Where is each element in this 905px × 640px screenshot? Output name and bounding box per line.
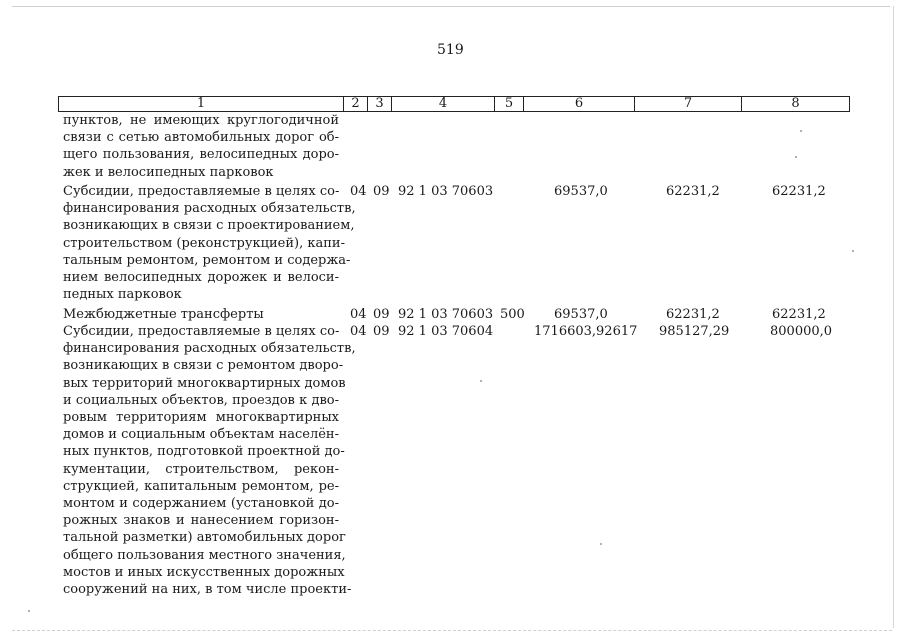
cell-subsection: 09 [373,184,390,199]
cell-target-code: 92 1 03 70603 [398,307,494,322]
column-header-1: 1 [58,96,344,112]
description-line: тальной разметки) автомобильных дорог [63,530,346,546]
cell-expense-type: 500 [500,307,525,322]
scan-speck [795,156,797,158]
column-header-5: 5 [494,96,524,112]
description-line: домов и социальным объектам населён- [63,427,339,443]
description-line: рожных знаков и нанесением горизон- [63,513,339,529]
description-line: ных пунктов, подготовкой проектной до- [63,444,345,460]
cell-section: 04 [350,307,367,322]
description-line: связи с сетью автомобильных дорог об- [63,130,339,146]
cell-amount-8: 62231,2 [772,307,826,322]
scan-speck [800,130,802,132]
description-line: педных парковок [63,287,182,303]
description-line: щего пользования, велосипедных доро- [63,147,339,163]
description-line: струкцией, капитальным ремонтом, ре- [63,478,339,494]
page-edge-right [893,6,894,628]
row-description [63,306,339,323]
description-line: пунктов, не имеющих круглогодичной [63,113,339,128]
description-line: и социальных объектов, проездов к дво- [63,392,339,408]
description-line: жек и велосипедных парковок [63,164,274,180]
description-line: Субсидии, предоставляемые в целях со- [63,184,340,199]
description-line: финансирования расходных обязательств, [63,341,356,357]
column-header-8: 8 [741,96,850,112]
cell-amount-6: 69537,0 [554,184,608,199]
description-line: вых территорий многоквартирных домов [63,375,346,391]
cell-amount-8: 800000,0 [770,324,833,339]
column-header-6: 6 [523,96,635,112]
column-header-4: 4 [391,96,495,112]
cell-amount-6: 69537,0 [554,307,608,322]
cell-amount-7: 985127,29 [659,324,730,339]
description-line: возникающих в связи с ремонтом дворо- [63,358,344,374]
cell-section: 04 [350,184,367,199]
scan-speck [480,380,482,382]
scan-speck [28,610,30,612]
column-header-2: 2 [343,96,368,112]
scan-speck [852,250,854,252]
cell-amount-6: 1716603,92617 [534,324,638,339]
description-line: мостов и иных искусственных дорожных [63,564,345,580]
cell-amount-8: 62231,2 [772,184,826,199]
description-line: общего пользования местного значения, [63,547,346,563]
description-line: тальным ремонтом, ремонтом и содержа- [63,252,351,268]
row-description [63,323,356,598]
page-number: 519 [437,42,464,58]
column-header-3: 3 [367,96,392,112]
description-line: Межбюджетные трансферты [63,307,264,322]
description-line: строительством (реконструкцией), капи- [63,235,345,251]
description-line: возникающих в связи с проектированием, [63,218,355,234]
cell-section: 04 [350,324,367,339]
description-line: кументации, строительством, рекон- [63,461,339,477]
cell-target-code: 92 1 03 70603 [398,184,494,199]
column-header-7: 7 [634,96,742,112]
cell-amount-7: 62231,2 [666,184,720,199]
description-line: ровым территориям многоквартирных [63,410,339,426]
page-edge-top [12,6,890,7]
cell-subsection: 09 [373,324,390,339]
page-edge-bottom [12,630,892,631]
row-description [63,112,339,181]
cell-amount-7: 62231,2 [666,307,720,322]
description-line: финансирования расходных обязательств, [63,201,356,217]
description-line: нием велосипедных дорожек и велоси- [63,270,339,286]
cell-target-code: 92 1 03 70604 [398,324,494,339]
cell-subsection: 09 [373,307,390,322]
row-description [63,183,356,303]
description-line: сооружений на них, в том числе проекти- [63,582,352,598]
description-line: монтом и содержанием (установкой до- [63,496,339,512]
scan-speck [600,543,602,545]
description-line: Субсидии, предоставляемые в целях со- [63,324,340,339]
